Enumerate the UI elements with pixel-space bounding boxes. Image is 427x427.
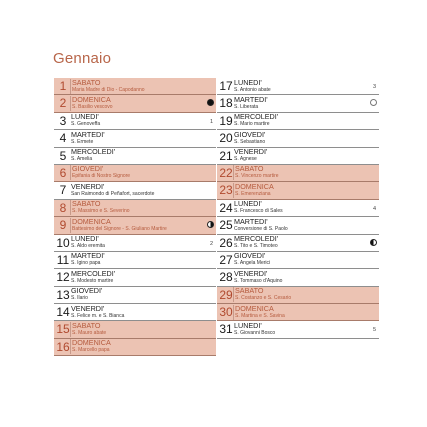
- day-number: 20: [219, 131, 233, 146]
- day-text: [71, 270, 206, 285]
- day-number: 5: [59, 148, 67, 163]
- saint-name: S. Agnese: [234, 156, 257, 163]
- day-text: [234, 322, 369, 337]
- saint-name: S. Francesco di Sales: [234, 208, 283, 215]
- day-number: 31: [219, 322, 233, 337]
- day-text: [234, 131, 369, 146]
- day-number: 3: [59, 113, 67, 128]
- saint-name: S. Basilio vescovo: [72, 103, 113, 110]
- day-number: 26: [219, 235, 233, 250]
- weekday-name: MERCOLEDI': [71, 148, 116, 157]
- day-row: [217, 269, 379, 286]
- day-row: [54, 182, 216, 199]
- day-text: [71, 113, 206, 128]
- day-number: 13: [56, 287, 70, 302]
- saint-name: Epifania di Nostro Signore: [72, 173, 131, 180]
- day-number: 28: [219, 270, 233, 285]
- weekday-name: SABATO: [235, 287, 264, 296]
- saint-name: S. Emerenziana: [235, 190, 271, 197]
- day-text: [70, 96, 206, 111]
- day-text: [234, 218, 369, 233]
- day-row: [54, 339, 216, 356]
- day-text: [70, 79, 206, 94]
- saint-name: S. Aldo eremita: [71, 243, 105, 250]
- weekday-name: MARTEDI': [71, 252, 105, 261]
- day-text: [234, 235, 369, 250]
- days-column-left: [54, 78, 216, 356]
- day-row: [54, 200, 216, 217]
- full-moon-icon: [370, 99, 377, 106]
- saint-name: S. Ilario: [71, 295, 88, 302]
- day-text: [71, 305, 206, 320]
- weekday-name: LUNEDI': [234, 200, 262, 209]
- day-row: [217, 217, 379, 234]
- day-text: [70, 165, 206, 180]
- saint-name: S. Mario martire: [234, 121, 270, 128]
- saint-name: Maria Madre di Dio - Capodanno: [72, 86, 145, 93]
- week-number: 2: [209, 240, 213, 247]
- saint-name: S. Igino papa: [71, 260, 101, 267]
- day-number: 24: [219, 200, 233, 215]
- saint-name: S. Modesto martire: [71, 277, 114, 284]
- weekday-name: MARTEDI': [234, 217, 268, 226]
- weekday-name: GIOVEDI': [72, 165, 104, 174]
- day-row: [54, 287, 216, 304]
- weekday-name: VENERDI': [234, 269, 268, 278]
- day-number: 29: [219, 287, 233, 302]
- day-number: 4: [59, 131, 67, 146]
- day-text: [71, 252, 206, 267]
- day-number: 2: [59, 96, 67, 111]
- day-number: 16: [56, 339, 70, 354]
- day-number: 6: [59, 165, 67, 180]
- saint-name: S. Mauro abate: [72, 329, 107, 336]
- day-row: [54, 304, 216, 321]
- weekday-name: GIOVEDI': [234, 252, 266, 261]
- day-row: [217, 165, 379, 182]
- first-quarter-moon-icon: [207, 221, 214, 228]
- day-number: 11: [56, 252, 70, 267]
- weekday-name: VENERDI': [71, 304, 105, 313]
- weekday-name: DOMENICA: [235, 304, 274, 313]
- day-text: [233, 305, 369, 320]
- day-text: [233, 165, 369, 180]
- day-row: [217, 200, 379, 217]
- day-number: 15: [56, 322, 70, 337]
- saint-name: S. Felice m. e S. Bianca: [71, 312, 125, 319]
- weekday-name: MERCOLEDI': [71, 269, 116, 278]
- day-row: [54, 113, 216, 130]
- day-row: [217, 287, 379, 304]
- day-number: 9: [59, 218, 67, 233]
- weekday-name: VENERDI': [234, 148, 268, 157]
- day-row: [217, 78, 379, 95]
- day-text: [234, 148, 369, 163]
- weekday-name: SABATO: [72, 200, 101, 209]
- day-number: 27: [219, 252, 233, 267]
- saint-name: S. Liberata: [234, 103, 259, 110]
- saint-name: S. Massimo e S. Severino: [72, 208, 130, 215]
- week-number: 1: [209, 118, 213, 125]
- day-row: [54, 235, 216, 252]
- day-number: 10: [56, 235, 70, 250]
- saint-name: Conversione di S. Paolo: [234, 225, 288, 232]
- day-row: [217, 182, 379, 199]
- weekday-name: LUNEDI': [234, 321, 262, 330]
- day-row: [217, 148, 379, 165]
- saint-name: S. Vincenzo martire: [235, 173, 279, 180]
- saint-name: S. Antonio abate: [234, 86, 271, 93]
- day-number: 7: [59, 183, 67, 198]
- day-number: 18: [219, 96, 233, 111]
- day-number: 12: [56, 270, 70, 285]
- day-row: [54, 78, 216, 95]
- day-text: [233, 287, 369, 302]
- day-number: 8: [59, 200, 67, 215]
- saint-name: S. Martina e S. Savina: [235, 312, 285, 319]
- weekday-name: DOMENICA: [72, 217, 111, 226]
- day-row: [217, 252, 379, 269]
- last-quarter-moon-icon: [370, 239, 377, 246]
- saint-name: S. Giovanni Bosco: [234, 329, 276, 336]
- weekday-name: LUNEDI': [71, 113, 99, 122]
- day-number: 25: [219, 218, 233, 233]
- day-text: [70, 200, 206, 215]
- day-number: 19: [219, 113, 233, 128]
- weekday-name: SABATO: [72, 321, 101, 330]
- saint-name: S. Tito e S. Timoteo: [234, 243, 278, 250]
- day-text: [234, 252, 369, 267]
- saint-name: Battesimo del Signore - S. Giuliano Martire: [72, 225, 167, 232]
- day-number: 1: [59, 79, 67, 93]
- weekday-name: SABATO: [235, 165, 264, 174]
- weekday-name: MARTEDI': [234, 95, 268, 104]
- day-text: [234, 79, 369, 94]
- weekday-name: LUNEDI': [71, 235, 99, 244]
- day-text: [71, 183, 206, 198]
- day-text: [234, 270, 369, 285]
- saint-name: S. Angela Merici: [234, 260, 271, 267]
- week-number: 3: [372, 84, 376, 90]
- day-row: [54, 217, 216, 234]
- weekday-name: SABATO: [72, 78, 101, 87]
- days-column-right: [217, 78, 379, 339]
- day-row: [54, 321, 216, 338]
- day-row: [54, 95, 216, 112]
- weekday-name: DOMENICA: [235, 182, 274, 191]
- week-number: 4: [372, 205, 376, 212]
- day-row: [217, 95, 379, 112]
- day-row: [217, 113, 379, 130]
- day-row: [217, 130, 379, 147]
- day-number: 17: [219, 79, 233, 93]
- month-title: Gennaio: [53, 50, 112, 67]
- weekday-name: DOMENICA: [72, 95, 111, 104]
- day-text: [70, 322, 206, 337]
- day-text: [71, 131, 206, 146]
- day-row: [217, 235, 379, 252]
- day-number: 22: [219, 165, 233, 180]
- weekday-name: MERCOLEDI': [234, 235, 279, 244]
- weekday-name: MARTEDI': [71, 130, 105, 139]
- day-text: [233, 183, 369, 198]
- day-number: 21: [219, 148, 233, 163]
- saint-name: S. Costanzo e S. Cesario: [235, 295, 292, 302]
- day-row: [54, 252, 216, 269]
- weekday-name: GIOVEDI': [71, 287, 103, 296]
- day-row: [217, 304, 379, 321]
- day-text: [70, 339, 206, 354]
- day-text: [234, 96, 369, 111]
- day-row: [54, 148, 216, 165]
- weekday-name: GIOVEDI': [234, 130, 266, 139]
- day-number: 23: [219, 183, 233, 198]
- day-text: [71, 235, 206, 250]
- weekday-name: DOMENICA: [72, 339, 111, 348]
- weekday-name: VENERDI': [71, 182, 105, 191]
- day-text: [71, 287, 206, 302]
- saint-name: S. Tommaso d'Aquino: [234, 277, 283, 284]
- saint-name: S. Genoveffa: [71, 121, 101, 128]
- day-row: [217, 321, 379, 338]
- weekday-name: LUNEDI': [234, 78, 262, 87]
- saint-name: S. Amelia: [71, 156, 93, 163]
- saint-name: S. Ermete: [71, 138, 94, 145]
- day-row: [54, 269, 216, 286]
- day-text: [70, 218, 206, 233]
- day-number: 14: [56, 305, 70, 320]
- saint-name: San Raimondo di Peñafort, sacerdote: [71, 190, 155, 197]
- new-moon-icon: [207, 99, 214, 106]
- saint-name: S. Marcello papa: [72, 347, 110, 354]
- day-row: [54, 165, 216, 182]
- day-text: [234, 113, 369, 128]
- week-number: 5: [372, 327, 376, 334]
- day-number: 30: [219, 305, 233, 320]
- saint-name: S. Sebastiano: [234, 138, 266, 145]
- day-row: [54, 130, 216, 147]
- weekday-name: MERCOLEDI': [234, 113, 279, 122]
- day-text: [234, 200, 369, 215]
- day-text: [71, 148, 206, 163]
